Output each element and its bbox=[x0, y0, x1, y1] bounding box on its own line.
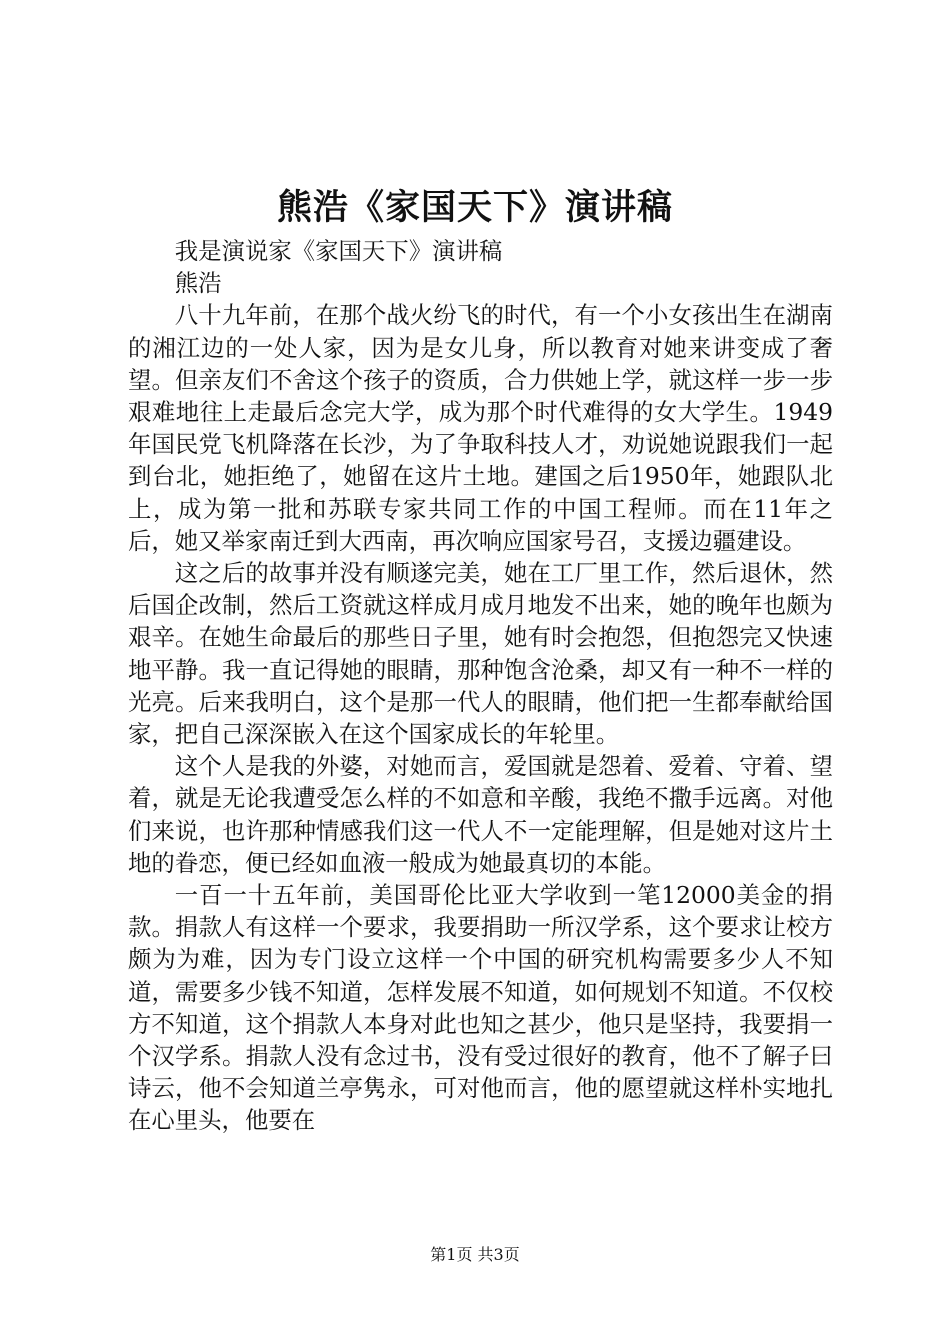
document-title: 熊浩《家国天下》演讲稿 bbox=[276, 188, 673, 228]
document-body bbox=[128, 235, 833, 1137]
subtitle-line: 我是演说家《家国天下》演讲稿 bbox=[174, 237, 503, 265]
paragraph: 这之后的故事并没有顺遂完美，她在工厂里工作，然后退休，然后国企改制，然后工资就这样成月成月地发不出来，她的晚年也颇为艰辛。在她生命最后的那些日子里，她有时会抱怨，但抱怨完又快速地平静。我一直记得她的眼睛，那种饱含沧桑，却又有一种不一样的光亮。后来我明白，这个是那一代人的眼睛，他们把一生都奉献给国家，把自己深深嵌入在这个国家成长的年轮里。 bbox=[128, 559, 833, 749]
author-line: 熊浩 bbox=[174, 269, 222, 298]
page-number-footer: 第1页 共3页 bbox=[430, 1245, 520, 1264]
paragraph: 这个人是我的外婆，对她而言，爱国就是怨着、爱着、守着、望着，就是无论我遭受怎么样的不如意和辛酸，我绝不撒手远离。对他们来说，也许那种情感我们这一代人不一定能理解，但是她对这片土地的眷恋，便已经如血液一般成为她最真切的本能。 bbox=[128, 752, 833, 877]
paragraph: 八十九年前，在那个战火纷飞的时代，有一个小女孩出生在湖南的湘江边的一处人家，因为是女儿身，所以教育对她来讲变成了奢望。但亲友们不舍这个孩子的资质，合力供她上学，就这样一步一步艰难地往上走最后念完大学，成为那个时代难得的女大学生。1949年国民党飞机降落在长沙，为了争取科技人才，劝说她说跟我们一起到台北，她拒绝了，她留在这片土地。建国之后1950年，她跟队北上，成为第一批和苏联专家共同工作的中国工程师。而在11年之后，她又举家南迁到大西南，再次响应国家号召，支援边疆建设。 bbox=[128, 301, 833, 555]
paragraph: 一百一十五年前，美国哥伦比亚大学收到一笔12000美金的捐款。捐款人有这样一个要求，我要捐助一所汉学系，这个要求让校方颇为为难，因为专门设立这样一个中国的研究机构需要多少人不知道，需要多少钱不知道，怎样发展不知道，如何规划不知道。不仅校方不知道，这个捐款人本身对此也知之甚少，他只是坚持，我要捐一个汉学系。捐款人没有念过书，没有受过很好的教育，他不了解子曰诗云，他不会知道兰亭隽永，可对他而言，他的愿望就这样朴实地扎在心里头，他要在 bbox=[128, 881, 833, 1135]
